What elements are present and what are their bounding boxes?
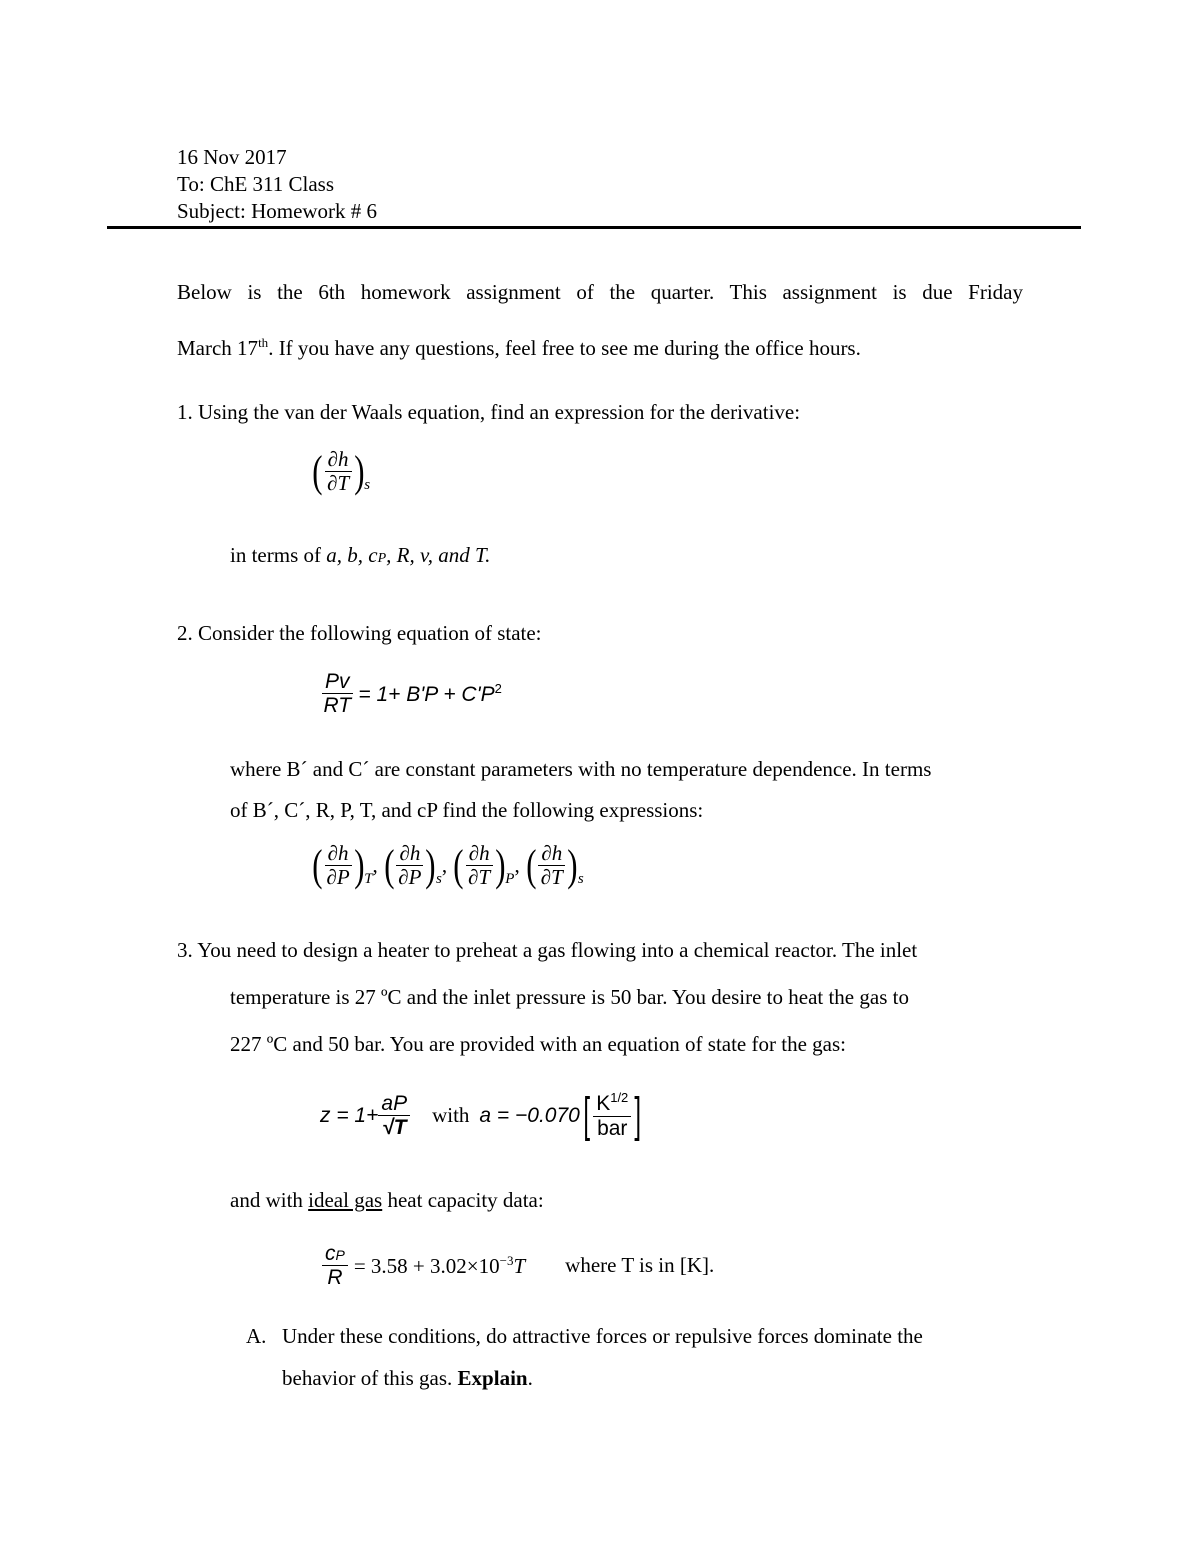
q3-eos xyxy=(320,1088,645,1143)
intro-line-2 xyxy=(177,335,861,361)
explain-bold: Explain xyxy=(457,1366,528,1390)
q3-a-value: a = −0.070 xyxy=(479,1103,580,1127)
q2-where-line-2: of B´, C´, R, P, T, and cP find the following expressions: xyxy=(230,798,704,822)
q3-cp-rhs: = $3.58 + 3.02\times 10^{-3}T$ xyxy=(353,1252,526,1278)
q3-partA-line-1: Under these conditions, do attractive forces or repulsive forces dominate the xyxy=(282,1324,923,1348)
q2-derivatives xyxy=(310,842,584,889)
q3-cp-where: where T is in [K]. xyxy=(565,1253,715,1278)
q2-deriv-3: ( $\frac{\partial h}{\partial T}$ ) P , xyxy=(453,840,520,890)
q3-z-num: aP xyxy=(378,1092,410,1116)
q2-where-line-1: where B´ and C´ are constant parameters with no temperature dependence. In terms xyxy=(230,757,932,781)
q1-deriv-num: ∂h xyxy=(325,448,352,472)
q1-deriv-sub: s xyxy=(364,477,371,494)
intro-line-1: Below is the 6th homework assignment of the quarter. This assignment is due Friday xyxy=(177,280,1023,304)
memo-to: To: ChE 311 Class xyxy=(177,172,335,196)
q3-partA-label: A. xyxy=(246,1324,267,1348)
q2-eos xyxy=(322,670,502,717)
ideal-gas-underlined: ideal gas xyxy=(308,1188,383,1212)
q2-deriv-1: ( $\frac{\partial h}{\partial P}$ ) T , xyxy=(312,840,378,890)
q3-cp-eq: $\frac{cP}{R}$ = $3.58 + 3.02\times 10^{-3}T$ where T is in [K]. xyxy=(322,1242,714,1289)
q3-line-1: 3. You need to design a heater to preheat a gas flowing into a chemical reactor. The inlet xyxy=(177,938,918,962)
q1-deriv-den: ∂T xyxy=(327,471,350,496)
q3-cp-den: R xyxy=(327,1266,343,1290)
intro-text: . If you have any questions, feel free to see me during the office hours. xyxy=(268,336,861,360)
intro-date: March 17 xyxy=(177,336,259,360)
q2-eos-rhs: = $1+ B'P + C'P^2$ xyxy=(358,680,502,706)
q3-cp-text: and with ideal gas heat capacity data: xyxy=(230,1188,544,1212)
q3-line-2: temperature is 27 ºC and the inlet pressure is 50 bar. You desire to heat the gas to xyxy=(230,985,909,1009)
q2-text: 2. Consider the following equation of state: xyxy=(177,621,542,645)
q2-deriv-4: ( $\frac{\partial h}{\partial T}$ ) s xyxy=(525,840,584,890)
q3-line-3: 227 ºC and 50 bar. You are provided with an equation of state for the gas: xyxy=(230,1032,846,1056)
q3-a-units: [ $\frac{K^{1/2}}{\text{bar}}$ ] xyxy=(583,1089,642,1142)
q3-cp-num: c xyxy=(325,1242,336,1265)
q2-eos-num: Pv xyxy=(322,670,353,694)
q3-partA-line-2: behavior of this gas. Explain. xyxy=(282,1366,533,1390)
memo-subject: Subject: Homework # 6 xyxy=(177,199,378,223)
header-divider xyxy=(107,226,1081,229)
q2-deriv-2: ( $\frac{\partial h}{\partial P}$ ) s , xyxy=(383,840,448,890)
q3-z-den: √T xyxy=(382,1116,407,1139)
q3-with: with xyxy=(432,1103,470,1127)
q3-z-lhs: z = 1+ xyxy=(320,1103,379,1127)
memo-date: 16 Nov 2017 xyxy=(177,145,287,169)
q1-derivative: ( $\frac{\partial h}{\partial T}$ ) s xyxy=(312,446,371,496)
q1-terms: in terms of a, b, cP, R, v, and T. xyxy=(230,543,491,567)
intro-date-suffix: th xyxy=(258,335,269,350)
q1-text: 1. Using the van der Waals equation, find an expression for the derivative: xyxy=(177,400,801,424)
q2-eos-den: RT xyxy=(323,694,352,718)
